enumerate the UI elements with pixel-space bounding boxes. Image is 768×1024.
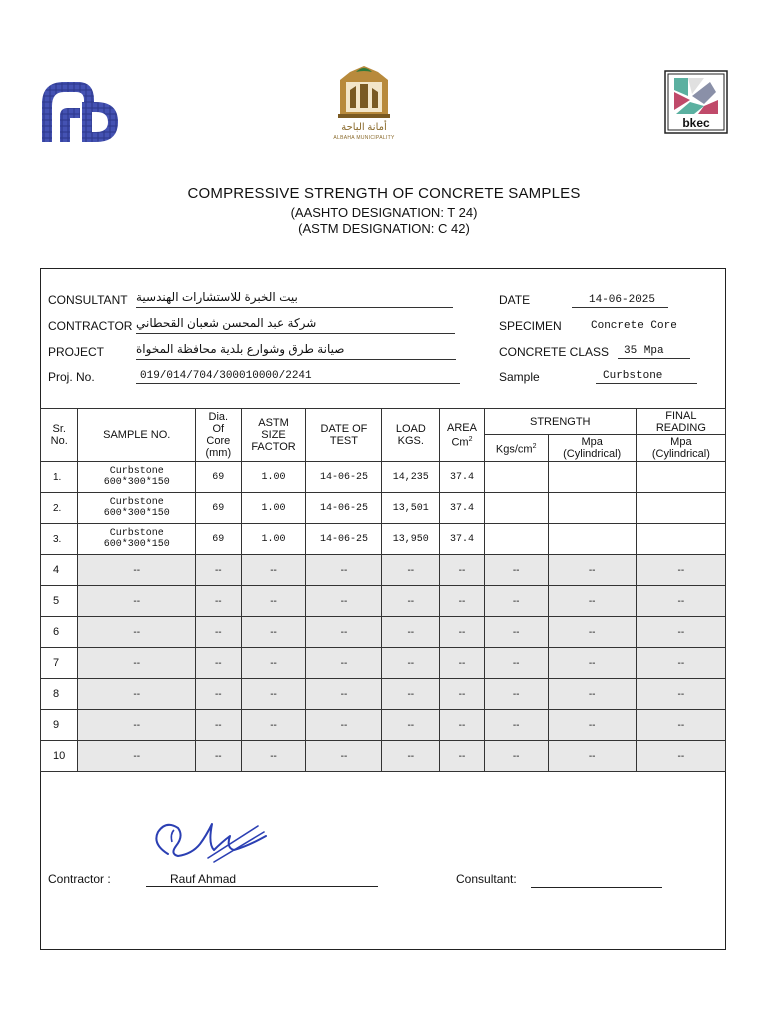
table-row	[41, 741, 726, 772]
cell-final: --	[636, 586, 725, 617]
cell-final: --	[636, 710, 725, 741]
cell-sr: 1.	[41, 462, 78, 493]
cell-factor: --	[241, 617, 306, 648]
cell-sample	[78, 524, 196, 555]
cell-mpa: --	[548, 679, 636, 710]
cell-mpa	[548, 462, 636, 493]
header-astm-size-factor: ASTM SIZE FACTOR	[241, 409, 306, 462]
header-load: LOAD KGS.	[382, 409, 440, 462]
aashto-designation: (AASHTO DESIGNATION: T 24)	[290, 205, 478, 220]
cell-mpa: --	[548, 741, 636, 772]
cell-dia: 69	[196, 524, 242, 555]
header-dia: Dia. Of Core (mm)	[196, 409, 242, 462]
header-kgs-cm2: Kgs/$cm^2$	[484, 435, 548, 462]
table-row	[41, 555, 726, 586]
header-sr: Sr. No.	[41, 409, 78, 462]
cell-date: --	[306, 679, 382, 710]
cell-area: --	[440, 586, 485, 617]
sample-line-2: 600*300*150	[103, 508, 170, 519]
cell-dia: --	[196, 617, 242, 648]
project-value: صيانة طرق وشوارع بلدية محافظة المخواة	[136, 342, 456, 360]
project-label: PROJECT	[48, 345, 105, 359]
table-row	[41, 617, 726, 648]
cell-kgs: --	[484, 648, 548, 679]
cell-kgs: --	[484, 617, 548, 648]
cell-area: 37.4	[440, 493, 485, 524]
cell-final	[636, 524, 725, 555]
cell-mpa	[548, 524, 636, 555]
sample-line-1: Curbstone	[109, 528, 164, 539]
cell-sr: 7	[41, 648, 78, 679]
header-area: AREA Cm$^2$	[440, 409, 485, 462]
specimen-label: SPECIMEN	[499, 319, 562, 333]
cell-mpa: --	[548, 648, 636, 679]
cell-final	[636, 493, 725, 524]
cell-dia: 69	[196, 462, 242, 493]
header-date-of-test: DATE OF TEST	[306, 409, 382, 462]
cell-sr: 5	[41, 586, 78, 617]
contractor-value: شركة عبد المحسن شعبان القحطاني	[136, 316, 455, 334]
cell-date: --	[306, 555, 382, 586]
cell-load: --	[382, 586, 440, 617]
cell-area: --	[440, 679, 485, 710]
cell-sr: 10	[41, 741, 78, 772]
sample-value: Curbstone	[596, 370, 697, 384]
cell-kgs: --	[484, 555, 548, 586]
cell-load: --	[382, 710, 440, 741]
consultant-label: CONSULTANT	[48, 293, 128, 307]
cell-dia: --	[196, 586, 242, 617]
cell-factor: 1.00	[241, 524, 306, 555]
projno-label: Proj. No.	[48, 370, 95, 384]
table-row	[41, 679, 726, 710]
cell-sample: --	[78, 617, 196, 648]
cell-date: 14-06-25	[306, 524, 382, 555]
cell-dia: 69	[196, 493, 242, 524]
contractor-label: CONTRACTOR	[48, 319, 133, 333]
cell-factor: --	[241, 741, 306, 772]
header-final-mpa: Mpa (Cylindrical)	[636, 435, 725, 462]
cell-date: --	[306, 617, 382, 648]
bkec-logo-text: bkec	[682, 116, 710, 130]
date-value: 14-06-2025	[572, 294, 668, 308]
cell-area: --	[440, 710, 485, 741]
cell-load: 13,950	[382, 524, 440, 555]
footer-contractor-label: Contractor :	[48, 872, 111, 886]
cell-area: 37.4	[440, 524, 485, 555]
cell-dia: --	[196, 555, 242, 586]
cell-kgs	[484, 524, 548, 555]
cell-area: --	[440, 648, 485, 679]
consultant-signature-line	[531, 872, 662, 888]
sample-label: Sample	[499, 370, 540, 384]
cell-date: --	[306, 741, 382, 772]
cell-sample: --	[78, 648, 196, 679]
results-table	[40, 408, 726, 772]
cell-sample: --	[78, 741, 196, 772]
header-final-reading: FINAL READING	[636, 409, 725, 435]
cell-mpa: --	[548, 586, 636, 617]
cell-sample	[78, 493, 196, 524]
cell-date: 14-06-25	[306, 493, 382, 524]
cell-load: 14,235	[382, 462, 440, 493]
specimen-value: Concrete Core	[591, 320, 677, 332]
sample-line-1: Curbstone	[109, 466, 164, 477]
cell-sr: 8	[41, 679, 78, 710]
cell-area: 37.4	[440, 462, 485, 493]
cell-final: --	[636, 648, 725, 679]
cell-factor: --	[241, 679, 306, 710]
cell-load: --	[382, 617, 440, 648]
cell-kgs: --	[484, 710, 548, 741]
table-row	[41, 524, 726, 555]
cell-sr: 4	[41, 555, 78, 586]
cell-mpa	[548, 493, 636, 524]
cell-sr: 3.	[41, 524, 78, 555]
table-row	[41, 586, 726, 617]
cell-area: --	[440, 555, 485, 586]
cell-factor: 1.00	[241, 493, 306, 524]
cell-mpa: --	[548, 710, 636, 741]
cell-sample: --	[78, 555, 196, 586]
cell-factor: --	[241, 710, 306, 741]
cell-mpa: --	[548, 555, 636, 586]
cell-load: 13,501	[382, 493, 440, 524]
table-row	[41, 710, 726, 741]
table-row	[41, 493, 726, 524]
cell-date: --	[306, 648, 382, 679]
albaha-logo-arabic: أمانة الباحة	[341, 122, 387, 133]
cell-load: --	[382, 741, 440, 772]
cell-final: --	[636, 617, 725, 648]
sample-line-2: 600*300*150	[103, 539, 170, 550]
cell-dia: --	[196, 648, 242, 679]
cell-sr: 6	[41, 617, 78, 648]
cell-sample: --	[78, 586, 196, 617]
cell-area: --	[440, 617, 485, 648]
cell-factor: --	[241, 586, 306, 617]
cell-kgs: --	[484, 586, 548, 617]
cell-load: --	[382, 679, 440, 710]
table-row	[41, 462, 726, 493]
table-row	[41, 648, 726, 679]
company-logo-left	[38, 72, 120, 146]
cell-mpa: --	[548, 617, 636, 648]
cell-date: --	[306, 710, 382, 741]
consultant-value: بيت الخبرة للاستشارات الهندسية	[136, 290, 453, 308]
cell-dia: --	[196, 710, 242, 741]
cell-sr: 2.	[41, 493, 78, 524]
cell-factor: --	[241, 555, 306, 586]
cell-final	[636, 462, 725, 493]
albaha-logo-english: ALBAHA MUNICIPALITY	[333, 135, 395, 141]
sample-line-1: Curbstone	[109, 497, 164, 508]
header-mpa-cylindrical: Mpa (Cylindrical)	[548, 435, 636, 462]
cell-sample: --	[78, 710, 196, 741]
cell-date: --	[306, 586, 382, 617]
footer-contractor-name: Rauf Ahmad	[146, 872, 378, 887]
cell-kgs: --	[484, 679, 548, 710]
cell-kgs	[484, 493, 548, 524]
contractor-signature	[148, 814, 272, 872]
document-title: COMPRESSIVE STRENGTH OF CONCRETE SAMPLES	[187, 185, 581, 202]
cell-final: --	[636, 555, 725, 586]
header-sample-no: SAMPLE NO.	[78, 409, 196, 462]
cell-sample: --	[78, 679, 196, 710]
date-label: DATE	[499, 293, 531, 307]
cell-factor: 1.00	[241, 462, 306, 493]
header-strength: STRENGTH	[484, 409, 636, 435]
cell-factor: --	[241, 648, 306, 679]
cell-kgs: --	[484, 741, 548, 772]
projno-value: 019/014/704/300010000/2241	[136, 370, 460, 384]
sample-line-2: 600*300*150	[103, 477, 170, 488]
cell-load: --	[382, 555, 440, 586]
astm-designation: (ASTM DESIGNATION: C 42)	[298, 221, 470, 236]
footer-consultant-label: Consultant:	[456, 872, 517, 886]
albaha-municipality-logo	[326, 62, 402, 146]
cell-area: --	[440, 741, 485, 772]
cell-final: --	[636, 679, 725, 710]
cell-sr: 9	[41, 710, 78, 741]
bkec-logo	[664, 70, 728, 134]
cell-date: 14-06-25	[306, 462, 382, 493]
cell-final: --	[636, 741, 725, 772]
cell-dia: --	[196, 679, 242, 710]
cell-dia: --	[196, 741, 242, 772]
concrete-class-value: 35 Mpa	[618, 345, 690, 359]
cell-sample	[78, 462, 196, 493]
cell-kgs	[484, 462, 548, 493]
concrete-class-label: CONCRETE CLASS	[499, 345, 610, 359]
cell-load: --	[382, 648, 440, 679]
